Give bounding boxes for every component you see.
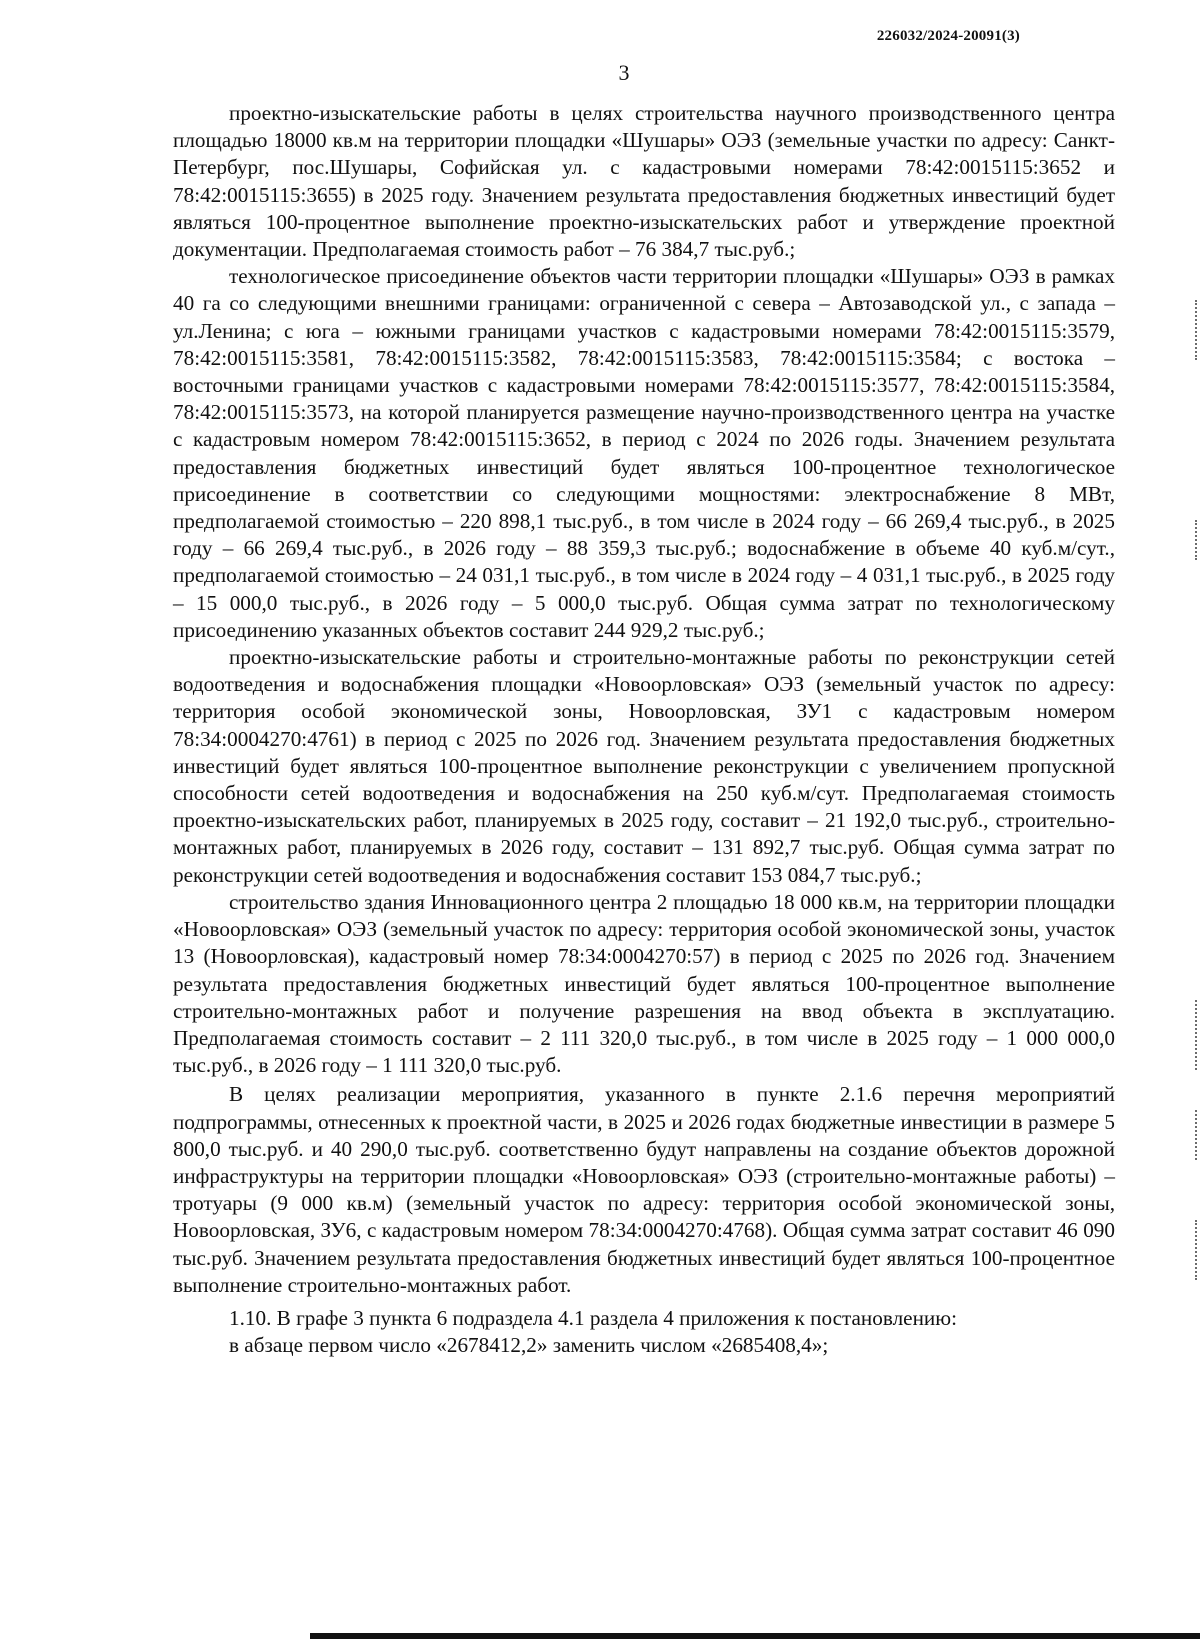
paragraph-novoorlovskaya-reconstruction: проектно-изыскательские работы и строительно-монтажные работы по реконструкции сетей водоотведения и водоснабжения площадки «Новоорловская» ОЭЗ (земельный участок по адресу: территория особой экономической зоны, Новоорловская, ЗУ1 с кадастровым номером 78:34:0004270:4761) в период с 2025 по 2026 год. Значением результата предоставления бюджетных инвестиций будет являться 100-процентное выполнение реконструкции с увеличением пропускной способности сетей водоотведения и водоснабжения на 250 куб.м/сут. Предполагаемая стоимость проектно-изыскательских работ, планируемых в 2025 году, составит – 21 192,0 тыс.руб., строительно-монтажных работ, планируемых в 2026 году, составит – 131 892,7 тыс.руб. Общая сумма затрат по реконструкции сетей водоотведения и водоснабжения составит 153 084,7 тыс.руб.; [173,645,1115,887]
document-body [173,100,1115,1359]
scan-margin-mark [1195,520,1198,560]
paragraph-shushary-connection: технологическое присоединение объектов части территории площадки «Шушары» ОЭЗ в рамках 40 га со следующими внешними границами: ограниченной с севера – Автозаводской ул., с запада – ул.Ленина; с юга – южными границами участков с кадастровыми номерами 78:42:0015115:3579, 78:42:0015115:3581, 78:42:0015115:3582, 78:42:0015115:3583, 78:42:0015115:3584; с востока – восточными границами участков с кадастровыми номерами 78:42:0015115:3577, 78:42:0015115:3584, 78:42:0015115:3573, на которой планируется размещение научно-производственного центра на участке с кадастровым номером 78:42:0015115:3652, в период с 2024 по 2026 годы. Значением результата предоставления бюджетных инвестиций будет являться 100-процентное технологическое присоединение в соответствии со следующими мощностями: электроснабжение 8 МВт, предполагаемой стоимостью – 220 898,1 тыс.руб., в том числе в 2024 году – 66 269,4 тыс.руб., в 2025 году – 66 269,4 тыс.руб., в 2026 году – 88 359,3 тыс.руб.; водоснабжение в объеме 40 куб.м/сут., предполагаемой стоимостью – 24 031,1 тыс.руб., в том числе в 2024 году – 4 031,1 тыс.руб., в 2025 году – 15 000,0 тыс.руб., в 2026 году – 5 000,0 тыс.руб. Общая сумма затрат по технологическому присоединению указанных объектов составит 244 929,2 тыс.руб.; [173,264,1115,642]
amendment-line: в абзаце первом число «2678412,2» заменить числом «2685408,4»; [229,1333,829,1358]
scan-margin-mark [1195,1110,1198,1160]
paragraph-innovation-center: строительство здания Инновационного центра 2 площадью 18 000 кв.м, на территории площадки «Новоорловская» ОЭЗ (земельный участок по адресу: территория особой экономической зоны, участок 13 (Новоорловская), кадастровый номер 78:34:0004270:57) в период с 2025 по 2026 год. Значением результата предоставления бюджетных инвестиций будет являться 100-процентное выполнение строительно-монтажных работ и получение разрешения на ввод объекта в эксплуатацию. Предполагаемая стоимость составит – 2 111 320,0 тыс.руб., в том числе в 2025 году – 1 000 000,0 тыс.руб., в 2026 году – 1 111 320,0 тыс.руб. [173,889,1115,1078]
page-number: 3 [618,60,630,85]
amendment-item: 1.10. В графе 3 пункта 6 подраздела 4.1 раздела 4 приложения к постановлению: [229,1305,957,1330]
paragraph-shushary-design: проектно-изыскательские работы в целях строительства научного производственного центра площадью 18000 кв.м на территории площадки «Шушары» ОЭЗ (земельные участки по адресу: Санкт-Петербург, пос.Шушары, Софийская ул. с кадастровыми номерами 78:42:0015115:3652 и 78:42:0015115:3655) в 2025 году. Значением результата предоставления бюджетных инвестиций будет являться 100-процентное выполнение проектно-изыскательских работ и утверждение проектной документации. Предполагаемая стоимость работ – 76 384,7 тыс.руб.; [173,101,1115,262]
scan-margin-mark [1195,1220,1198,1280]
document-number: 226032/2024-20091(3) [876,28,1020,44]
paragraph-road-infrastructure: В целях реализации мероприятия, указанного в пункте 2.1.6 перечня мероприятий подпрограммы, отнесенных к проектной части, в 2025 и 2026 годах бюджетные инвестиции в размере 5 800,0 тыс.руб. и 40 290,0 тыс.руб. соответственно будут направлены на создание объектов дорожной инфраструктуры на территории площадки «Новоорловская» ОЭЗ (строительно-монтажные работы) – тротуары (9 000 кв.м) (земельный участок по адресу: территория особой экономической зоны, Новоорловская, ЗУ6, с кадастровым номером 78:34:0004270:4768). Общая сумма затрат составит 46 090 тыс.руб. Значением результата предоставления бюджетных инвестиций будет являться 100-процентное выполнение строительно-монтажных работ. [173,1082,1115,1297]
scan-bottom-edge [310,1633,1200,1639]
scan-margin-mark [1195,1000,1198,1070]
scan-margin-mark [1195,300,1198,360]
